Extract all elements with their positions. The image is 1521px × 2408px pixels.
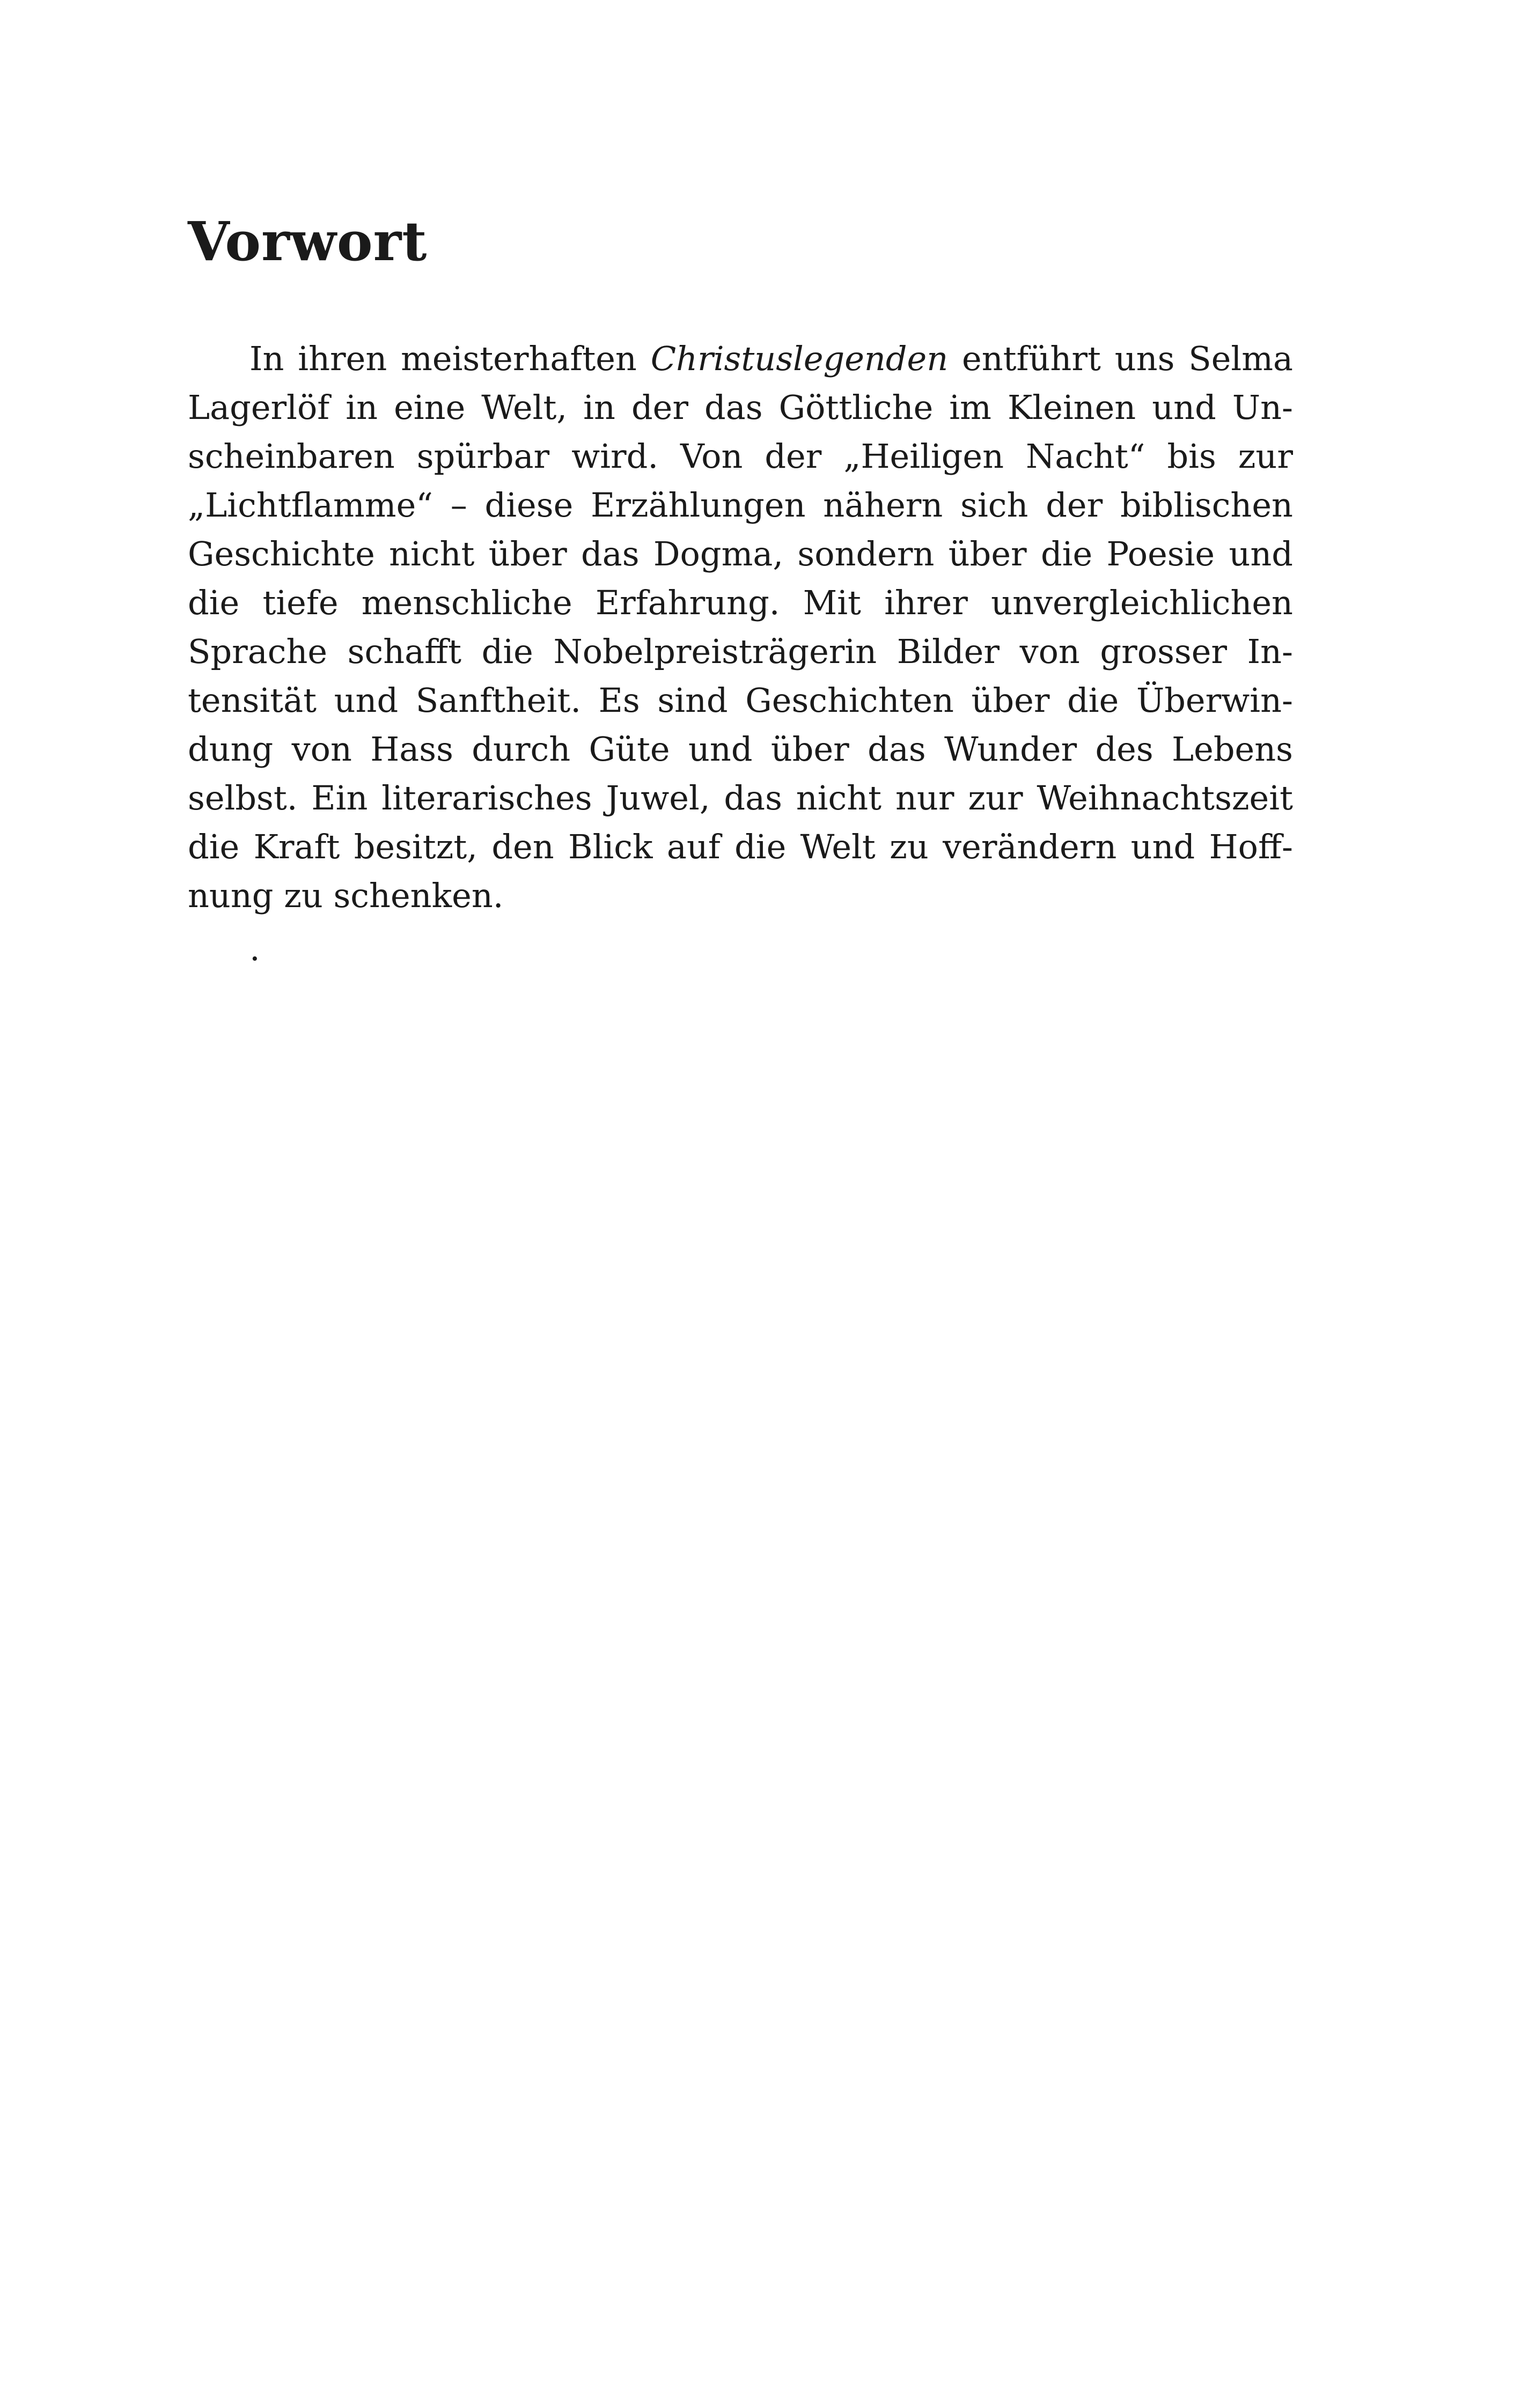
trailing-dot: . [249, 929, 260, 968]
page-title: Vorwort [188, 210, 428, 273]
paragraph-text-start: In ihren meisterhaften [249, 339, 651, 378]
book-title-italic: Christuslegenden [650, 339, 949, 378]
text-block [188, 212, 1293, 973]
paragraph-text-rest: entführt uns Selma Lagerlöf in eine Welt, in der das Göttliche im Kleinen und Unscheinbaren spürbar wird. Von der „Heiligen Nacht“ bis zur „Lichtflamme“ – diese Erzählungen nähern sich der biblischen Geschichte nicht über das Dogma, sondern über die Poesie und die tiefe menschliche Erfahrung. Mit ihrer unvergleichlichen Sprache schafft die Nobelpreisträgerin Bilder von grosser Intensität und Sanftheit. Es sind Geschichten über die Überwindung von Hass durch Güte und über das Wunder des Lebens selbst. Ein literarisches Juwel, das nicht nur zur Weihnachtszeit die Kraft besitzt, den Blick auf die Welt zu verändern und Hoffnung zu schenken. [188, 339, 1293, 915]
foreword-paragraph [188, 334, 1293, 920]
